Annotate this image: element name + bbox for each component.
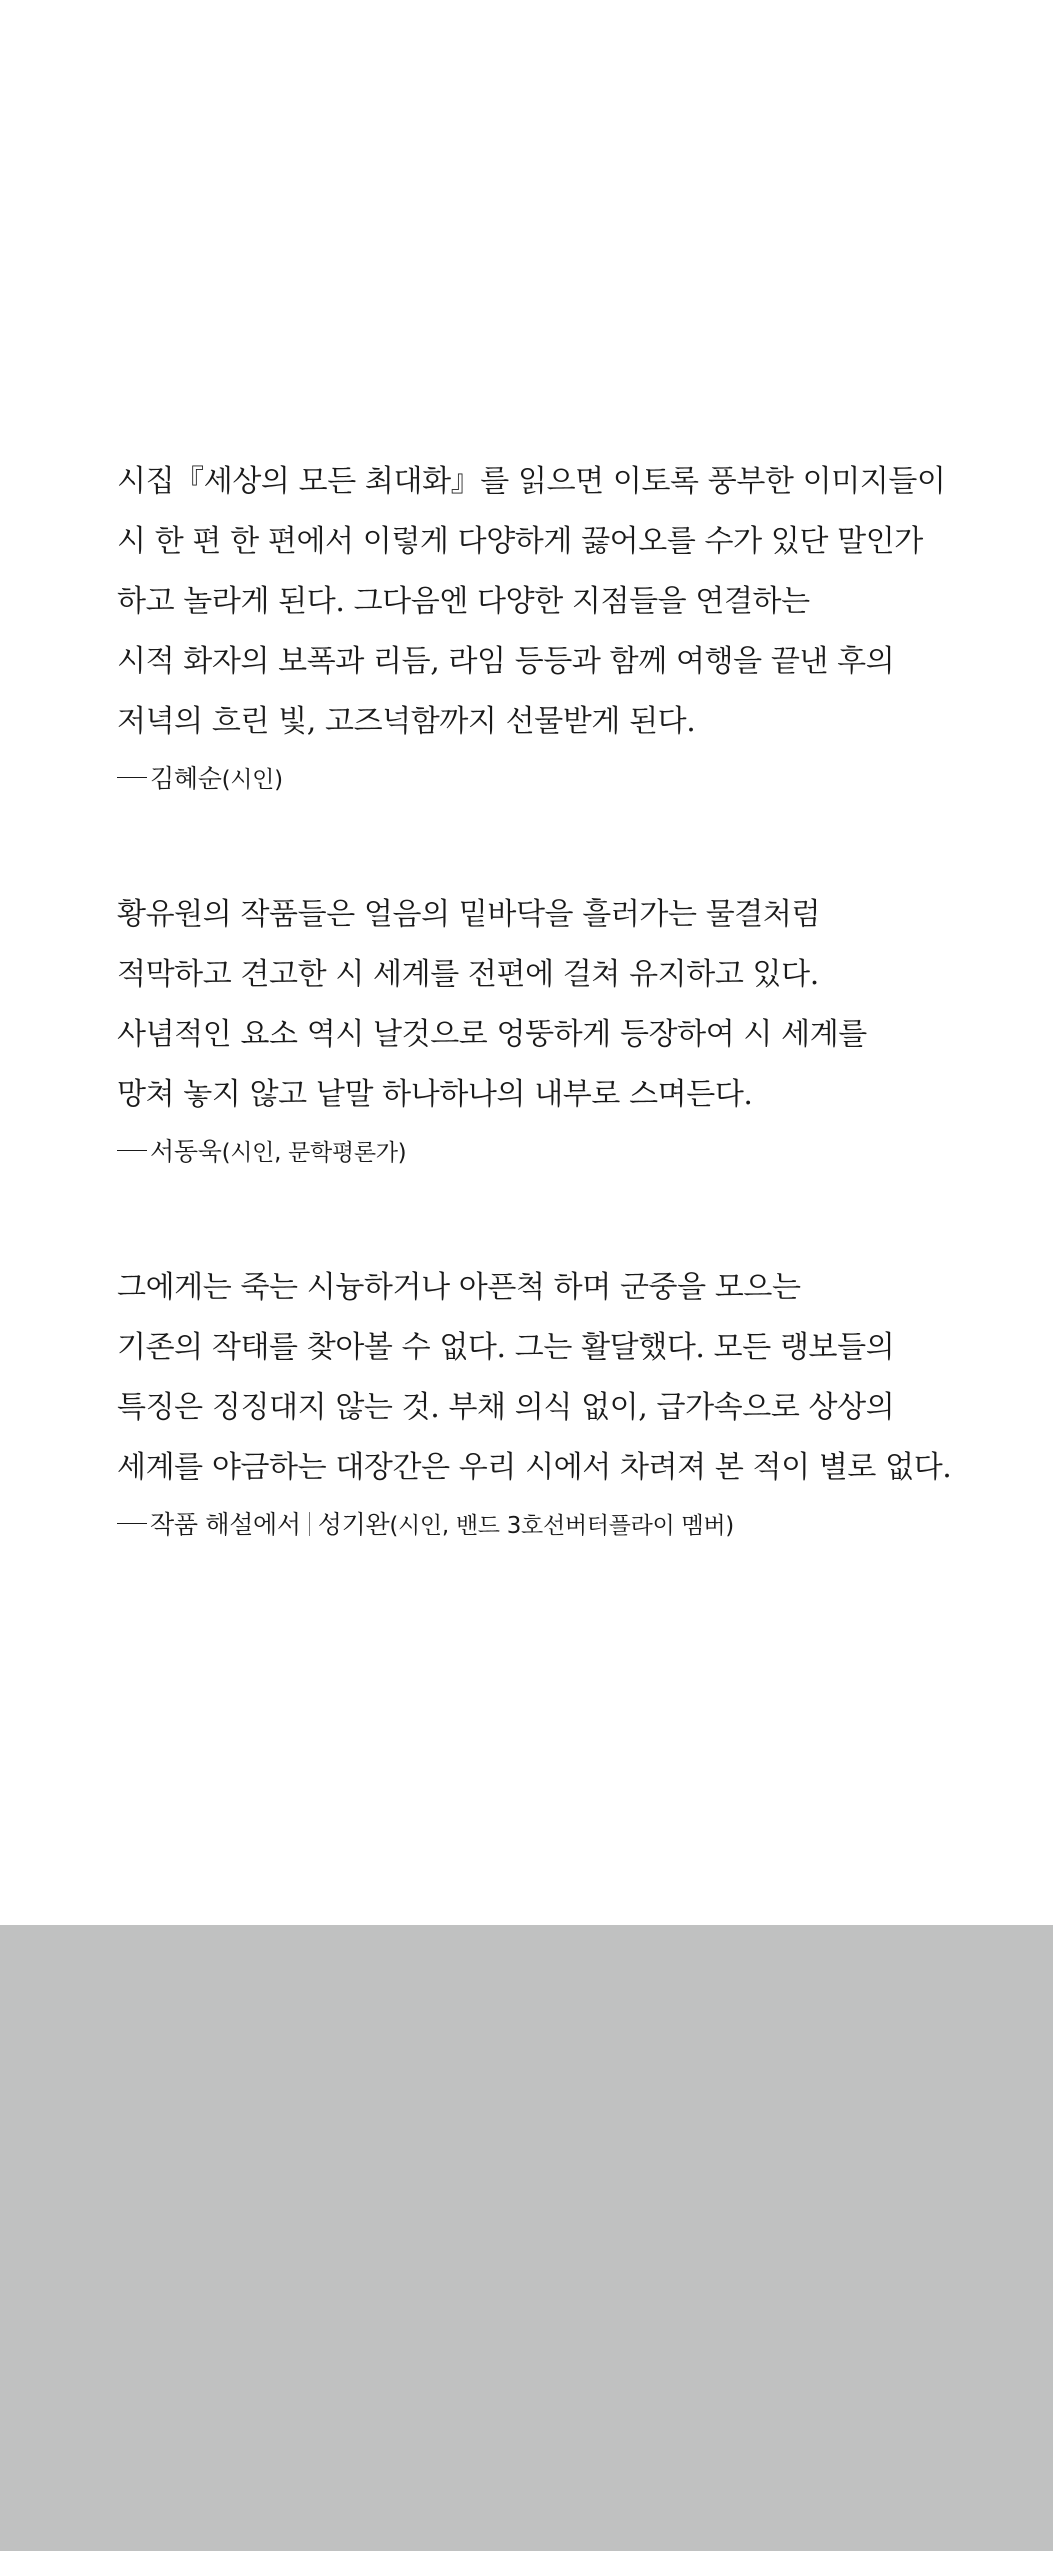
- blurb-line: 시집『세상의 모든 최대화』를 읽으면 이토록 풍부한 이미지들이: [117, 464, 946, 499]
- blurbs-section: [117, 452, 1017, 1543]
- em-dash-mark: [117, 1150, 147, 1151]
- blurb-line: 망쳐 놓지 않고 낱말 하나하나의 내부로 스며든다.: [117, 1077, 753, 1112]
- attribution-author: 김혜순: [150, 764, 222, 793]
- attribution-role: (시인): [221, 767, 283, 793]
- gray-footer-band: [0, 1925, 1053, 2551]
- blurb-line: 저녁의 흐린 빛, 고즈넉함까지 선물받게 된다.: [117, 704, 696, 739]
- blurb-line: 황유원의 작품들은 얼음의 밑바닥을 흘러가는 물결처럼: [117, 897, 821, 932]
- attribution-author: 성기완: [317, 1510, 390, 1539]
- em-dash-mark: [117, 777, 147, 778]
- blurb-line: 기존의 작태를 찾아볼 수 없다. 그는 활달했다. 모든 랭보들의: [117, 1330, 895, 1365]
- blurb-line: 시 한 편 한 편에서 이렇게 다양하게 끓어오를 수가 있단 말인가: [117, 524, 923, 559]
- blurb-attribution: [117, 1508, 1017, 1543]
- blurb-line: 사념적인 요소 역시 날것으로 엉뚱하게 등장하여 시 세계를: [117, 1017, 867, 1052]
- attribution-source: 작품 해설에서: [150, 1510, 301, 1539]
- em-dash-mark: [117, 1523, 147, 1524]
- blurb-attribution: [117, 1135, 1017, 1170]
- attribution-role: (시인, 밴드 3호선버터플라이 멤버): [389, 1513, 734, 1539]
- blurb-line: 시적 화자의 보폭과 리듬, 라임 등등과 함께 여행을 끝낸 후의: [117, 644, 895, 679]
- attribution-author: 서동욱: [150, 1137, 222, 1166]
- blurb-line: 하고 놀라게 된다. 그다음엔 다양한 지점들을 연결하는: [117, 584, 810, 619]
- blurb-seo-dongwook: [117, 885, 1017, 1170]
- blurb-line: 그에게는 죽는 시늉하거나 아픈척 하며 군중을 모으는: [117, 1270, 801, 1305]
- blurb-line: 적막하고 견고한 시 세계를 전편에 걸쳐 유지하고 있다.: [117, 957, 819, 992]
- blurb-attribution: [117, 762, 1017, 797]
- blurb-kim-hyesoon: [117, 452, 1017, 797]
- blurb-line: 특징은 징징대지 않는 것. 부채 의식 없이, 급가속으로 상상의: [117, 1390, 895, 1425]
- vertical-separator: [309, 1512, 310, 1536]
- blurb-seong-giwan: [117, 1258, 1017, 1543]
- blurb-line: 세계를 야금하는 대장간은 우리 시에서 차려져 본 적이 별로 없다.: [117, 1450, 952, 1485]
- attribution-role: (시인, 문학평론가): [221, 1140, 407, 1166]
